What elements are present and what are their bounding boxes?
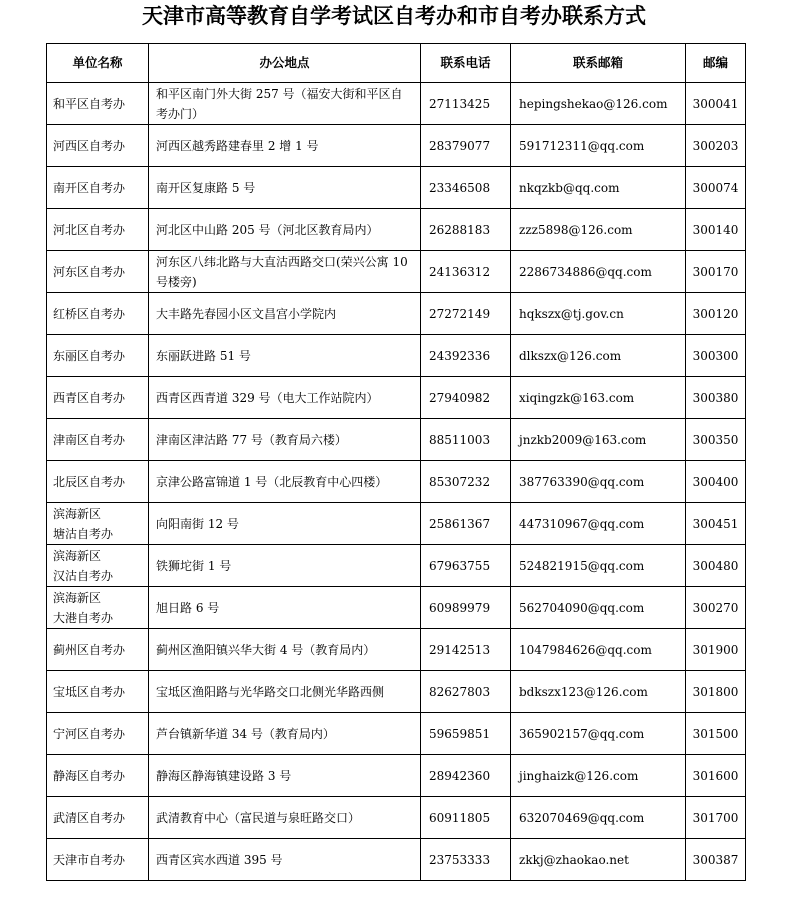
table-row <box>47 377 746 419</box>
cell-address: 西青区宾水西道 395 号 <box>149 839 421 881</box>
table-row <box>47 293 746 335</box>
cell-email: 1047984626@qq.com <box>511 629 686 671</box>
page-title: 天津市高等教育自学考试区自考办和市自考办联系方式 <box>142 4 646 28</box>
cell-email: zkkj@zhaokao.net <box>511 839 686 881</box>
cell-zip: 301600 <box>686 755 746 797</box>
table-row <box>47 755 746 797</box>
cell-zip: 301700 <box>686 797 746 839</box>
cell-zip: 300074 <box>686 167 746 209</box>
cell-address: 向阳南街 12 号 <box>149 503 421 545</box>
cell-zip: 301800 <box>686 671 746 713</box>
cell-address: 芦台镇新华道 34 号（教育局内） <box>149 713 421 755</box>
table-header-row <box>47 44 746 83</box>
cell-phone: 28379077 <box>421 125 511 167</box>
cell-email: 447310967@qq.com <box>511 503 686 545</box>
cell-phone: 29142513 <box>421 629 511 671</box>
table-row <box>47 83 746 125</box>
cell-phone: 23753333 <box>421 839 511 881</box>
cell-unit: 滨海新区 大港自考办 <box>47 587 149 629</box>
column-header-unit: 单位名称 <box>47 44 149 83</box>
cell-unit: 西青区自考办 <box>47 377 149 419</box>
cell-email: 387763390@qq.com <box>511 461 686 503</box>
cell-unit: 滨海新区 汉沽自考办 <box>47 545 149 587</box>
cell-zip: 300300 <box>686 335 746 377</box>
cell-zip: 300120 <box>686 293 746 335</box>
cell-email: 2286734886@qq.com <box>511 251 686 293</box>
cell-unit: 北辰区自考办 <box>47 461 149 503</box>
cell-phone: 60989979 <box>421 587 511 629</box>
cell-phone: 88511003 <box>421 419 511 461</box>
cell-email: 524821915@qq.com <box>511 545 686 587</box>
cell-address: 宝坻区渔阳路与光华路交口北侧光华路西侧 <box>149 671 421 713</box>
column-header-email: 联系邮箱 <box>511 44 686 83</box>
cell-address: 武清教育中心（富民道与泉旺路交口） <box>149 797 421 839</box>
table-row <box>47 209 746 251</box>
cell-address: 河北区中山路 205 号（河北区教育局内） <box>149 209 421 251</box>
cell-unit: 河东区自考办 <box>47 251 149 293</box>
cell-email: hepingshekao@126.com <box>511 83 686 125</box>
cell-email: nkqzkb@qq.com <box>511 167 686 209</box>
cell-unit: 东丽区自考办 <box>47 335 149 377</box>
cell-unit: 和平区自考办 <box>47 83 149 125</box>
cell-zip: 300380 <box>686 377 746 419</box>
column-header-zip: 邮编 <box>686 44 746 83</box>
cell-unit: 河北区自考办 <box>47 209 149 251</box>
cell-address: 南开区复康路 5 号 <box>149 167 421 209</box>
table-row <box>47 629 746 671</box>
cell-zip: 300140 <box>686 209 746 251</box>
cell-phone: 23346508 <box>421 167 511 209</box>
cell-email: 562704090@qq.com <box>511 587 686 629</box>
cell-zip: 300170 <box>686 251 746 293</box>
table-row <box>47 797 746 839</box>
cell-email: bdkszx123@126.com <box>511 671 686 713</box>
cell-unit: 滨海新区 塘沽自考办 <box>47 503 149 545</box>
cell-address: 静海区静海镇建设路 3 号 <box>149 755 421 797</box>
table-row <box>47 167 746 209</box>
cell-unit: 宁河区自考办 <box>47 713 149 755</box>
cell-unit: 宝坻区自考办 <box>47 671 149 713</box>
cell-zip: 300041 <box>686 83 746 125</box>
cell-email: 365902157@qq.com <box>511 713 686 755</box>
cell-unit: 武清区自考办 <box>47 797 149 839</box>
cell-phone: 26288183 <box>421 209 511 251</box>
cell-phone: 24392336 <box>421 335 511 377</box>
cell-email: 632070469@qq.com <box>511 797 686 839</box>
contact-table <box>46 43 746 881</box>
cell-email: jnzkb2009@163.com <box>511 419 686 461</box>
cell-address: 东丽跃进路 51 号 <box>149 335 421 377</box>
cell-email: hqkszx@tj.gov.cn <box>511 293 686 335</box>
cell-email: xiqingzk@163.com <box>511 377 686 419</box>
cell-address: 河西区越秀路建春里 2 增 1 号 <box>149 125 421 167</box>
cell-address: 铁狮坨街 1 号 <box>149 545 421 587</box>
cell-email: 591712311@qq.com <box>511 125 686 167</box>
cell-unit: 南开区自考办 <box>47 167 149 209</box>
table-row <box>47 545 746 587</box>
table-row <box>47 251 746 293</box>
cell-phone: 27940982 <box>421 377 511 419</box>
cell-unit: 河西区自考办 <box>47 125 149 167</box>
cell-zip: 301900 <box>686 629 746 671</box>
cell-zip: 300400 <box>686 461 746 503</box>
cell-unit: 天津市自考办 <box>47 839 149 881</box>
cell-zip: 301500 <box>686 713 746 755</box>
cell-email: dlkszx@126.com <box>511 335 686 377</box>
cell-address: 津南区津沽路 77 号（教育局六楼） <box>149 419 421 461</box>
table-row <box>47 713 746 755</box>
cell-email: zzz5898@126.com <box>511 209 686 251</box>
table-row <box>47 839 746 881</box>
cell-address: 和平区南门外大街 257 号（福安大街和平区自考办门） <box>149 83 421 125</box>
cell-unit: 红桥区自考办 <box>47 293 149 335</box>
table-row <box>47 461 746 503</box>
cell-zip: 300387 <box>686 839 746 881</box>
cell-unit: 津南区自考办 <box>47 419 149 461</box>
cell-zip: 300203 <box>686 125 746 167</box>
cell-zip: 300451 <box>686 503 746 545</box>
cell-zip: 300350 <box>686 419 746 461</box>
cell-address: 河东区八纬北路与大直沽西路交口(荣兴公寓 10 号楼旁) <box>149 251 421 293</box>
cell-email: jinghaizk@126.com <box>511 755 686 797</box>
cell-unit: 静海区自考办 <box>47 755 149 797</box>
cell-zip: 300480 <box>686 545 746 587</box>
cell-phone: 85307232 <box>421 461 511 503</box>
cell-phone: 59659851 <box>421 713 511 755</box>
cell-zip: 300270 <box>686 587 746 629</box>
cell-phone: 28942360 <box>421 755 511 797</box>
table-row <box>47 503 746 545</box>
table-row <box>47 335 746 377</box>
cell-address: 西青区西青道 329 号（电大工作站院内） <box>149 377 421 419</box>
cell-address: 京津公路富锦道 1 号（北辰教育中心四楼） <box>149 461 421 503</box>
cell-phone: 27272149 <box>421 293 511 335</box>
cell-phone: 67963755 <box>421 545 511 587</box>
cell-phone: 25861367 <box>421 503 511 545</box>
cell-address: 蓟州区渔阳镇兴华大街 4 号（教育局内） <box>149 629 421 671</box>
table-row <box>47 419 746 461</box>
cell-address: 大丰路先春园小区文昌宫小学院内 <box>149 293 421 335</box>
cell-phone: 60911805 <box>421 797 511 839</box>
table-row <box>47 671 746 713</box>
cell-unit: 蓟州区自考办 <box>47 629 149 671</box>
column-header-address: 办公地点 <box>149 44 421 83</box>
cell-phone: 27113425 <box>421 83 511 125</box>
table-row <box>47 125 746 167</box>
cell-phone: 24136312 <box>421 251 511 293</box>
cell-address: 旭日路 6 号 <box>149 587 421 629</box>
column-header-phone: 联系电话 <box>421 44 511 83</box>
table-row <box>47 587 746 629</box>
cell-phone: 82627803 <box>421 671 511 713</box>
